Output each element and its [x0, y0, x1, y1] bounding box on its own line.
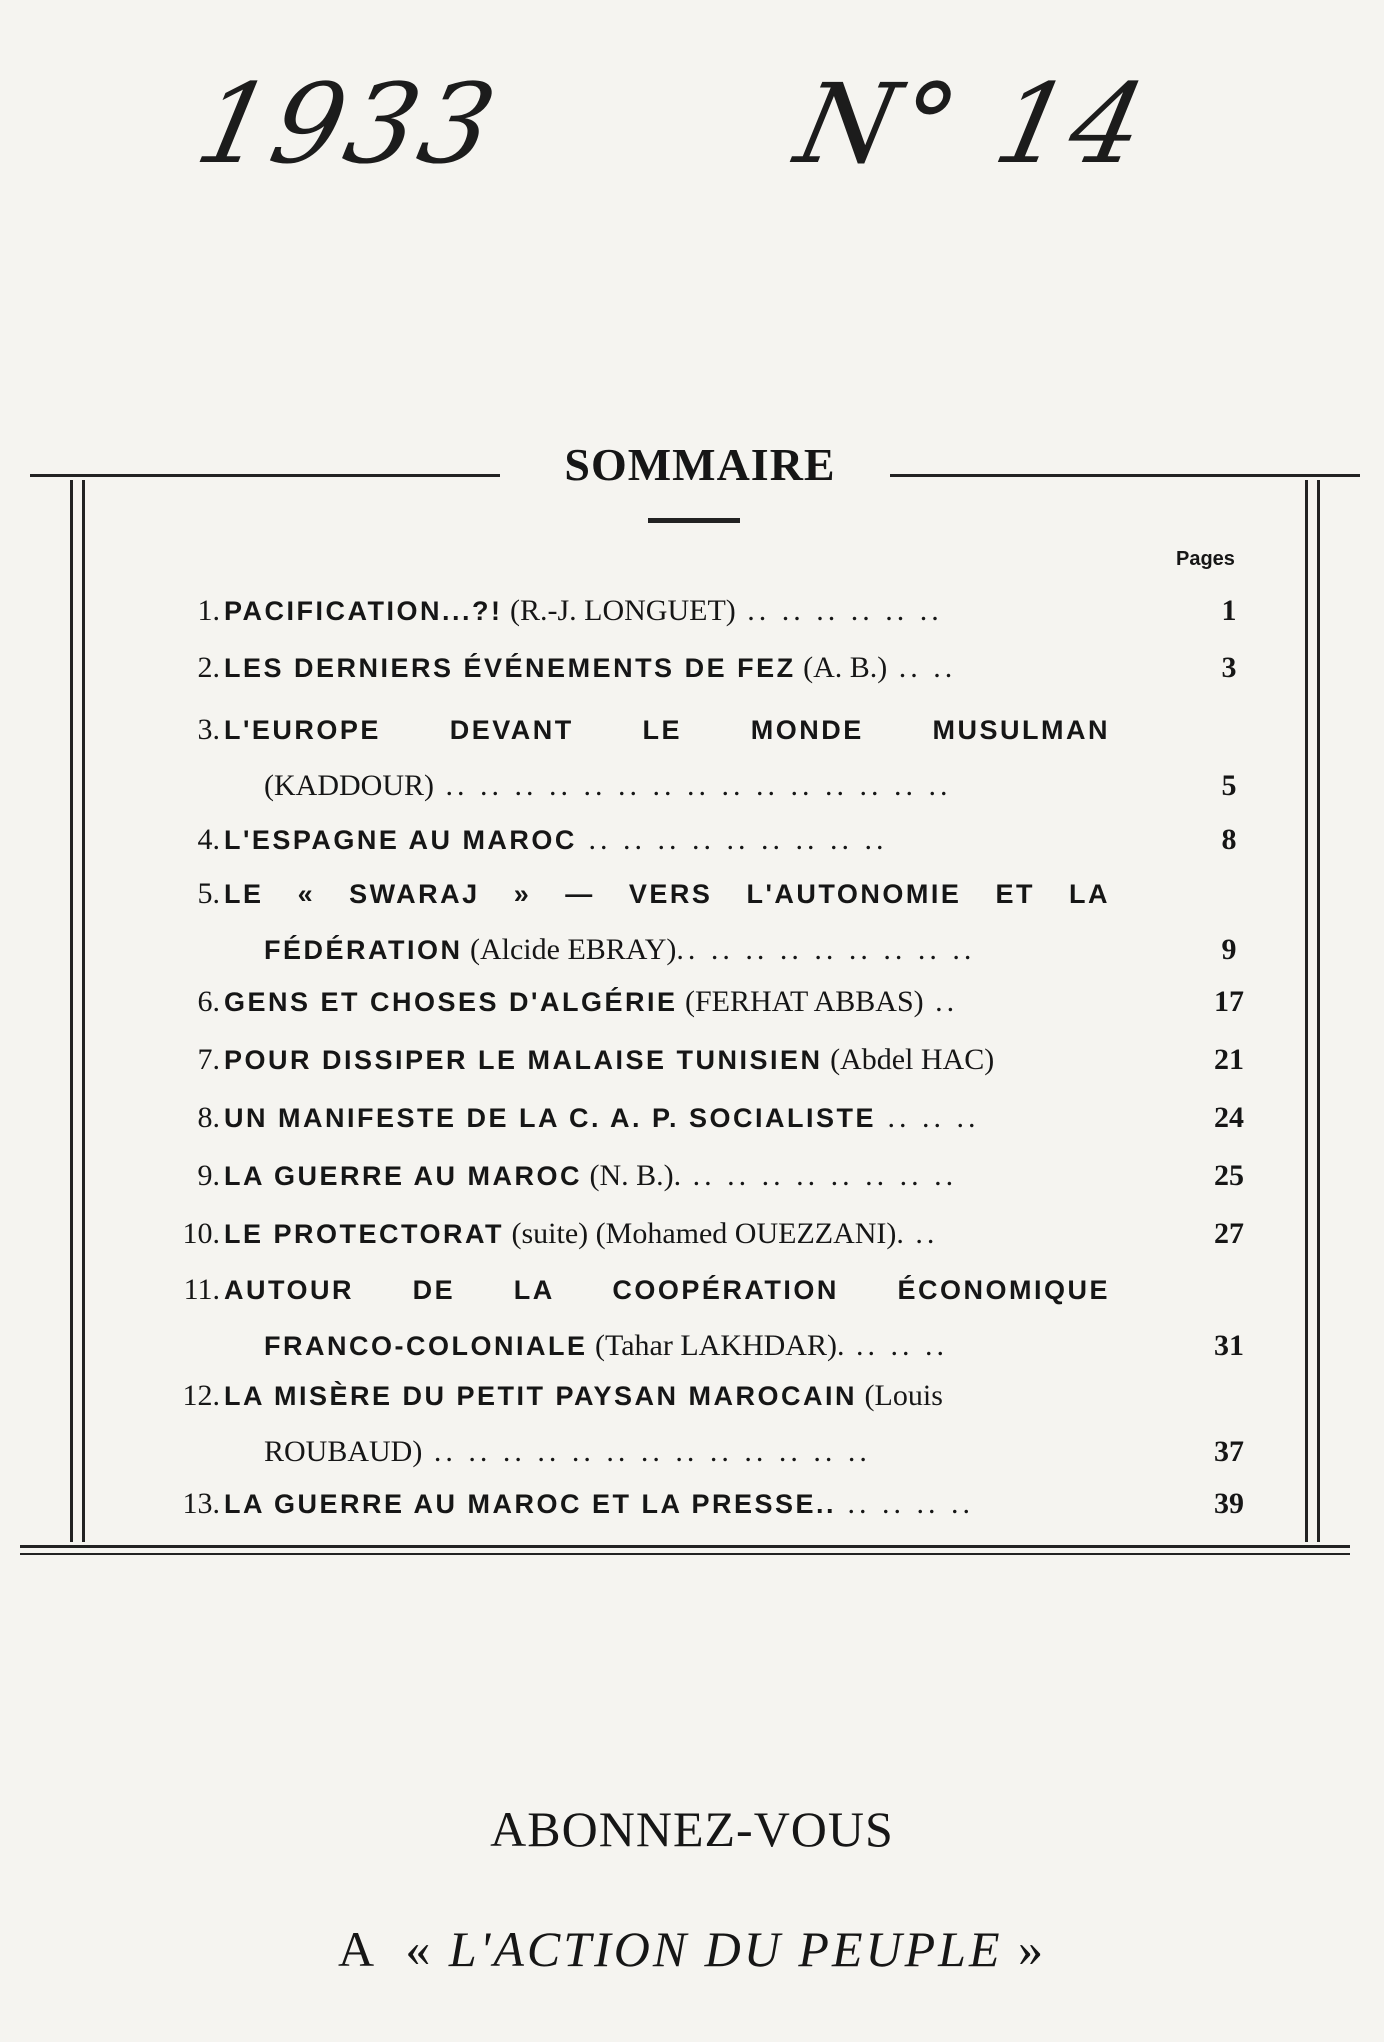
- toc-author: (FERHAT ABBAS): [677, 985, 924, 1018]
- toc-title: L'EUROPE DEVANT LE MONDE MUSULMAN: [224, 715, 1110, 745]
- handwritten-issue-number: N° 14: [786, 60, 1160, 188]
- toc-page: 37: [1214, 1435, 1244, 1468]
- toc-number: 13.: [182, 1487, 220, 1520]
- toc-entry: 5. LE « SWARAJ » — VERS L'AUTONOMIE ET LA FÉDÉRATION (Alcide EBRAY).. .. .. .. .. .. .. .. .. 9: [140, 866, 1240, 978]
- toc-title: LA MISÈRE DU PETIT PAYSAN MAROCAIN: [224, 1381, 858, 1411]
- toc-page: 8: [1221, 823, 1237, 856]
- toc-page: 21: [1214, 1043, 1244, 1076]
- toc-entry: 4. L'ESPAGNE AU MAROC .. .. .. .. .. .. .. .. .. 8: [140, 812, 1240, 868]
- toc-entry: 8. UN MANIFESTE DE LA C. A. P. SOCIALISTE .. .. .. 24: [140, 1090, 1240, 1146]
- toc-title: LE « SWARAJ » — VERS L'AUTONOMIE ET LA: [224, 879, 1110, 909]
- toc-entry: 6. GENS ET CHOSES D'ALGÉRIE (FERHAT ABBAS) .. 17: [140, 974, 1240, 1030]
- journal-line: [0, 1920, 1384, 1978]
- title-rule-left: [30, 474, 500, 477]
- frame-bottom-rule: [20, 1545, 1350, 1548]
- toc-number: 3.: [197, 713, 220, 746]
- toc-number: 1.: [197, 594, 220, 627]
- pages-column-label: Pages: [1176, 548, 1235, 570]
- subscribe-heading: ABONNEZ-VOUS: [490, 1801, 894, 1857]
- toc-entry: 2. LES DERNIERS ÉVÉNEMENTS DE FEZ (A. B.) .. .. 3: [140, 640, 1240, 696]
- toc-number: 12.: [182, 1379, 220, 1412]
- frame-line-right-inner: [1305, 480, 1308, 1542]
- toc-entry: [140, 1032, 1244, 1088]
- handwritten-year: 1933: [186, 60, 510, 188]
- toc-page: 9: [1221, 933, 1237, 966]
- frame-line-left-outer: [70, 480, 73, 1542]
- toc-author: (A. B.): [795, 651, 888, 684]
- toc-title: LA GUERRE AU MAROC: [224, 1161, 582, 1191]
- frame-bottom-rule-2: [20, 1553, 1350, 1555]
- toc-author: (KADDOUR): [264, 769, 434, 802]
- toc-title: UN MANIFESTE DE LA C. A. P. SOCIALISTE: [224, 1103, 877, 1133]
- toc-page: 39: [1214, 1487, 1244, 1520]
- toc-entry: 12. LA MISÈRE DU PETIT PAYSAN MAROCAIN (Louis ROUBAUD) .. .. .. .. .. .. .. .. .. .. .. .. .. 37: [140, 1368, 1240, 1480]
- toc-entry: 13. LA GUERRE AU MAROC ET LA PRESSE.. .. .. .. .. 39: [140, 1476, 1240, 1532]
- toc-number: 5.: [197, 877, 220, 910]
- toc-author: (N. B.).: [582, 1159, 682, 1192]
- close-quote: »: [1017, 1921, 1046, 1977]
- title-rule-right: [890, 474, 1360, 477]
- toc-number: 6.: [197, 985, 220, 1018]
- toc-author: (suite) (Mohamed OUEZZANI).: [504, 1217, 904, 1250]
- toc-author-continued: ROUBAUD): [264, 1435, 423, 1468]
- journal-name: L'ACTION DU PEUPLE: [448, 1921, 1003, 1977]
- toc-title-continued: FÉDÉRATION: [264, 935, 463, 965]
- toc-entry: 3. L'EUROPE DEVANT LE MONDE MUSULMAN (KADDOUR) .. .. .. .. .. .. .. .. .. .. .. .. .. .. .. 5: [140, 702, 1240, 814]
- toc-author: (R.-J. LONGUET): [502, 594, 736, 627]
- toc-number: 9.: [197, 1159, 220, 1192]
- toc-title: POUR DISSIPER LE MALAISE TUNISIEN: [224, 1045, 823, 1075]
- toc-number: 7.: [197, 1043, 220, 1076]
- toc-page: 3: [1221, 651, 1237, 684]
- toc-title: LE PROTECTORAT: [224, 1219, 505, 1249]
- toc-entry: 1. PACIFICATION...?! (R.-J. LONGUET) .. .. .. .. .. .. 1: [140, 583, 1240, 639]
- toc-title: L'ESPAGNE AU MAROC: [224, 825, 577, 855]
- toc-title-continued: FRANCO-COLONIALE: [264, 1331, 588, 1361]
- toc-page: 17: [1214, 985, 1244, 1018]
- journal-prefix: A: [338, 1921, 375, 1977]
- toc-author: (Louis: [857, 1379, 943, 1412]
- toc-title: LES DERNIERS ÉVÉNEMENTS DE FEZ: [224, 653, 796, 683]
- toc-number: 11.: [183, 1273, 220, 1306]
- toc-number: 10.: [182, 1217, 220, 1250]
- toc-page: 5: [1221, 769, 1237, 802]
- toc-author: (Abdel HAC): [822, 1043, 995, 1076]
- toc-number: 4.: [197, 823, 220, 856]
- toc-title: LA GUERRE AU MAROC ET LA PRESSE..: [224, 1489, 837, 1519]
- toc-title: AUTOUR DE LA COOPÉRATION ÉCONOMIQUE: [224, 1275, 1110, 1305]
- open-quote: «: [405, 1921, 434, 1977]
- frame-line-right-outer: [1317, 480, 1320, 1542]
- toc-number: 8.: [197, 1101, 220, 1134]
- toc-page: 25: [1214, 1159, 1244, 1192]
- toc-title: GENS ET CHOSES D'ALGÉRIE: [224, 987, 678, 1017]
- toc-page: 27: [1214, 1217, 1244, 1250]
- title-row: [30, 438, 1360, 498]
- toc-entry: 9. LA GUERRE AU MAROC (N. B.). .. .. .. .. .. .. .. .. 25: [140, 1148, 1240, 1204]
- toc-number: 2.: [197, 651, 220, 684]
- toc-title: PACIFICATION...?!: [224, 596, 503, 626]
- toc-page: 31: [1214, 1329, 1244, 1362]
- title-underline: [648, 518, 740, 523]
- toc-entry: 11. AUTOUR DE LA COOPÉRATION ÉCONOMIQUE FRANCO-COLONIALE (Tahar LAKHDAR). .. .. .. 31: [140, 1262, 1240, 1374]
- toc-page: 1: [1221, 594, 1237, 627]
- toc-page: 24: [1214, 1101, 1244, 1134]
- toc-author: (Alcide EBRAY): [462, 933, 677, 966]
- frame-line-left-inner: [82, 480, 85, 1542]
- toc-entry: 10. LE PROTECTORAT (suite) (Mohamed OUEZZANI). .. 27: [140, 1206, 1240, 1262]
- page-title: SOMMAIRE: [564, 439, 836, 490]
- toc-author: (Tahar LAKHDAR).: [587, 1329, 845, 1362]
